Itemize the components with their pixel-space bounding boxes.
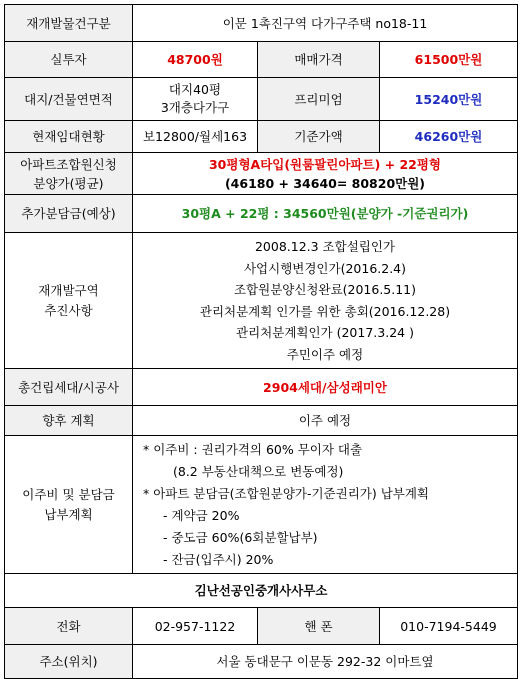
plan-label: 향후 계획 [5,406,133,436]
phone-label: 전화 [5,608,133,645]
premium-label: 프리미엄 [258,78,380,121]
progress-item: 관리처분계획 인가를 위한 총회(2016.12.28) [199,303,451,319]
additional-label: 추가분담금(예상) [5,195,133,233]
progress-label-line2: 추진사항 [44,302,93,318]
row-office [5,574,518,608]
progress-list [133,233,518,369]
land-label: 대지/건물연면적 [5,78,133,121]
lease-value: 보12800/월세163 [133,121,258,153]
progress-item: 2008.12.3 조합설립인가 [254,239,396,254]
base-price-label: 기준가액 [258,121,380,153]
payment-label [5,436,133,574]
sale-price-label: 매매가격 [258,42,380,78]
land-value-line1: 대지40평 [168,82,222,97]
payment-plan [133,436,518,574]
progress-item: 조합원분양신청완료(2016.5.11) [233,282,417,297]
households-value: 2904세대/삼성래미안 [133,369,518,406]
payment-line: - 계약금 20% [163,507,240,523]
progress-label [5,233,133,369]
progress-label-line1: 재개발구역 [38,282,99,298]
investment-label: 실투자 [5,42,133,78]
payment-line: - 중도금 60%(6회분할납부) [163,529,318,545]
payment-line: * 이주비 : 권리가격의 60% 무이자 대출 [143,441,363,457]
apartment-label [5,153,133,195]
payment-line: * 아파트 분담금(조합원분양가-기준권리가) 납부계획 [143,485,430,501]
premium-value: 15240만원 [380,78,518,121]
row-title [5,5,518,42]
households-label: 총건립세대/시공사 [5,369,133,406]
apartment-value-line1: 30평형A타입(원룸팔린아파트) + 22평형 [208,156,442,172]
lease-label: 현재임대현황 [5,121,133,153]
row-progress [5,233,518,369]
phone-value: 02-957-1122 [133,608,258,645]
row-address [5,645,518,679]
progress-item: 관리처분계획인가 (2017.3.24 ) [236,325,414,340]
row-apartment [5,153,518,195]
sale-price-value: 61500만원 [380,42,518,78]
row-additional [5,195,518,233]
apartment-label-line1: 아파트조합원신청 [20,156,117,172]
row-land [5,78,518,121]
payment-line: (8.2 부동산대책으로 변동예정) [173,463,344,479]
mobile-label: 핸 폰 [258,608,380,645]
title-value: 이문 1촉진구역 다가구주택 no18-11 [133,5,518,42]
additional-value: 30평A + 22평 : 34560만원(분양가 -기준권리가) [133,195,518,233]
row-payment [5,436,518,574]
plan-value: 이주 예정 [133,406,518,436]
payment-label-line1: 이주비 및 분담금 [22,486,115,502]
row-investment [5,42,518,78]
apartment-value [133,153,518,195]
investment-value: 48700원 [133,42,258,78]
progress-item: 주민이주 예정 [286,346,364,362]
apartment-label-line2: 분양가(평균) [33,175,104,191]
progress-item: 사업시행변경인가(2016.2.4) [243,260,407,276]
property-info-sheet [4,4,517,679]
apartment-value-line2: (46180 + 34640= 80820만원) [224,175,426,191]
row-phone [5,608,518,645]
address-value: 서울 동대문구 이문동 292-32 이마트옆 [133,645,518,679]
office-name: 김난선공인중개사사무소 [5,574,518,608]
address-label: 주소(위치) [5,645,133,679]
base-price-value: 46260만원 [380,121,518,153]
mobile-value: 010-7194-5449 [380,608,518,645]
payment-line: - 잔금(입주시) 20% [163,551,274,567]
land-value [133,78,258,121]
row-lease [5,121,518,153]
property-table [4,4,518,679]
row-plan [5,406,518,436]
payment-label-line2: 납부계획 [44,506,93,522]
row-households [5,369,518,406]
title-label: 재개발물건구분 [5,5,133,42]
land-value-line2: 3개층다가구 [160,100,230,115]
